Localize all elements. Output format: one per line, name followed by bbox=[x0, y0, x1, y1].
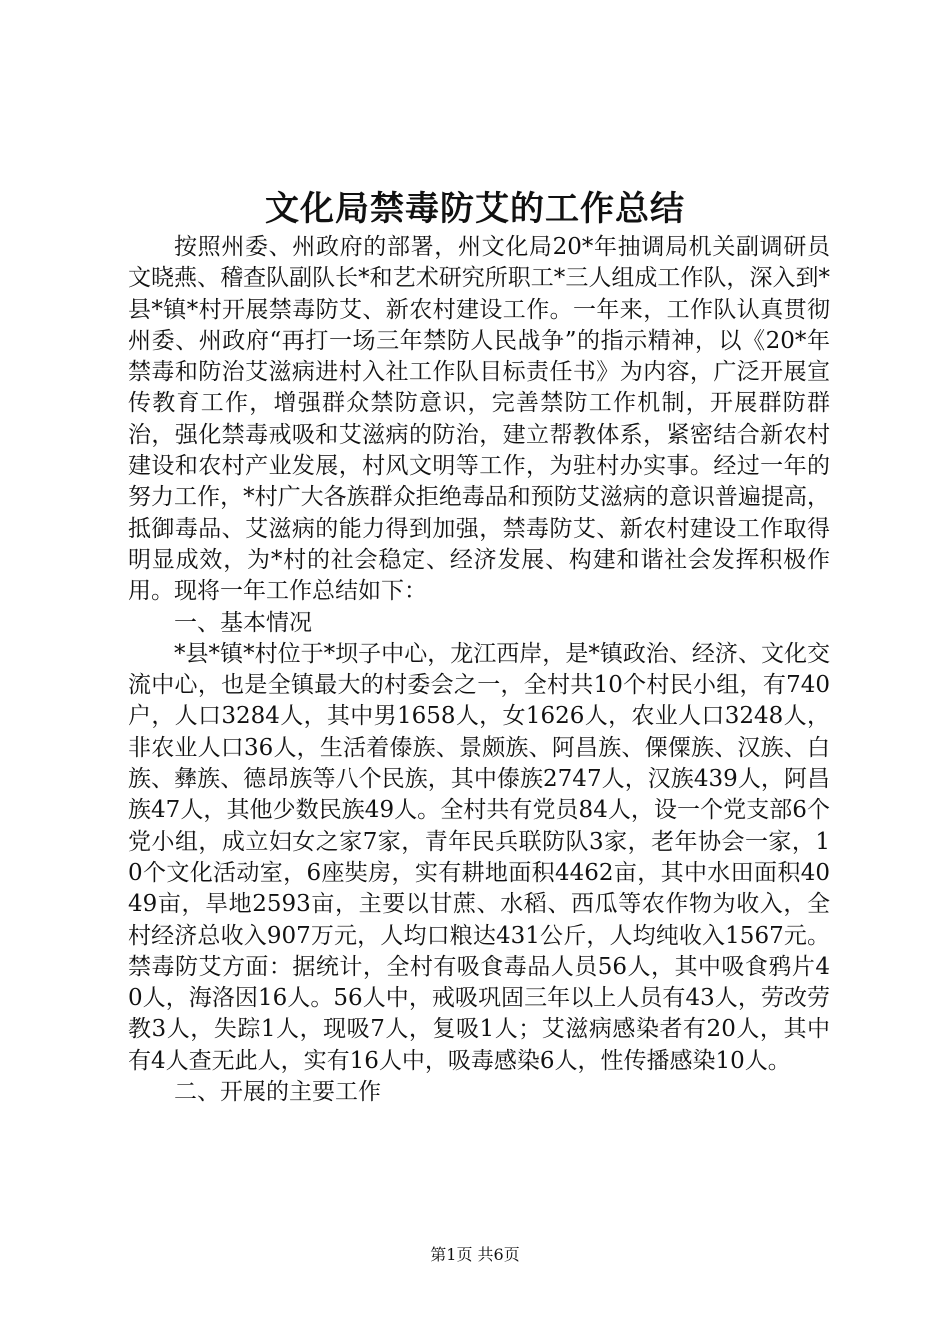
document-body bbox=[128, 232, 830, 1108]
page-number-footer: 第1页 共6页 bbox=[430, 1245, 520, 1264]
basic-situation-paragraph: *县*镇*村位于*坝子中心，龙江西岸，是*镇政治、经济、文化交流中心，也是全镇最大的村委会之一，全村共10个村民小组，有740户，人口3284人，其中男1658人，女1626人，农业人口3248人，非农业人口36人，生活着傣族、景颇族、阿昌族、傈僳族、汉族、白族、彝族、德昂族等八个民族，其中傣族2747人，汉族439人，阿昌族47人，其他少数民族49人。全村共有党员84人，设一个党支部6个党小组，成立妇女之家7家，青年民兵联防队3家，老年协会一家，10个文化活动室，6座奘房，实有耕地面积4462亩，其中水田面积4049亩，旱地2593亩，主要以甘蔗、水稻、西瓜等农作物为收入，全村经济总收入907万元，人均口粮达431公斤，人均纯收入1567元。禁毒防艾方面：据统计，全村有吸食毒品人员56人，其中吸食鸦片40人，海洛因16人。56人中，戒吸巩固三年以上人员有43人，劳改劳教3人，失踪1人，现吸7人，复吸1人；艾滋病感染者有20人，其中有4人查无此人，实有16人中，吸毒感染6人，性传播感染10人。 bbox=[128, 640, 830, 1074]
intro-paragraph: 按照州委、州政府的部署，州文化局20*年抽调局机关副调研员文晓燕、稽查队副队长*和艺术研究所职工*三人组成工作队，深入到*县*镇*村开展禁毒防艾、新农村建设工作。一年来，工作队认真贯彻州委、州政府“再打一场三年禁防人民战争”的指示精神，以《20*年禁毒和防治艾滋病进村入社工作队目标责任书》为内容，广泛开展宣传教育工作，增强群众禁防意识，完善禁防工作机制，开展群防群治，强化禁毒戒吸和艾滋病的防治，建立帮教体系，紧密结合新农村建设和农村产业发展，村风文明等工作，为驻村办实事。经过一年的努力工作，*村广大各族群众拒绝毒品和预防艾滋病的意识普遍提高，抵御毒品、艾滋病的能力得到加强，禁毒防艾、新农村建设工作取得明显成效，为*村的社会稳定、经济发展、构建和谐社会发挥积极作用。现将一年工作总结如下： bbox=[128, 234, 830, 605]
section-heading-basic-situation: 一、基本情况 bbox=[174, 609, 312, 636]
document-title: 文化局禁毒防艾的工作总结 bbox=[265, 189, 685, 229]
section-heading-main-work: 二、开展的主要工作 bbox=[174, 1079, 381, 1106]
